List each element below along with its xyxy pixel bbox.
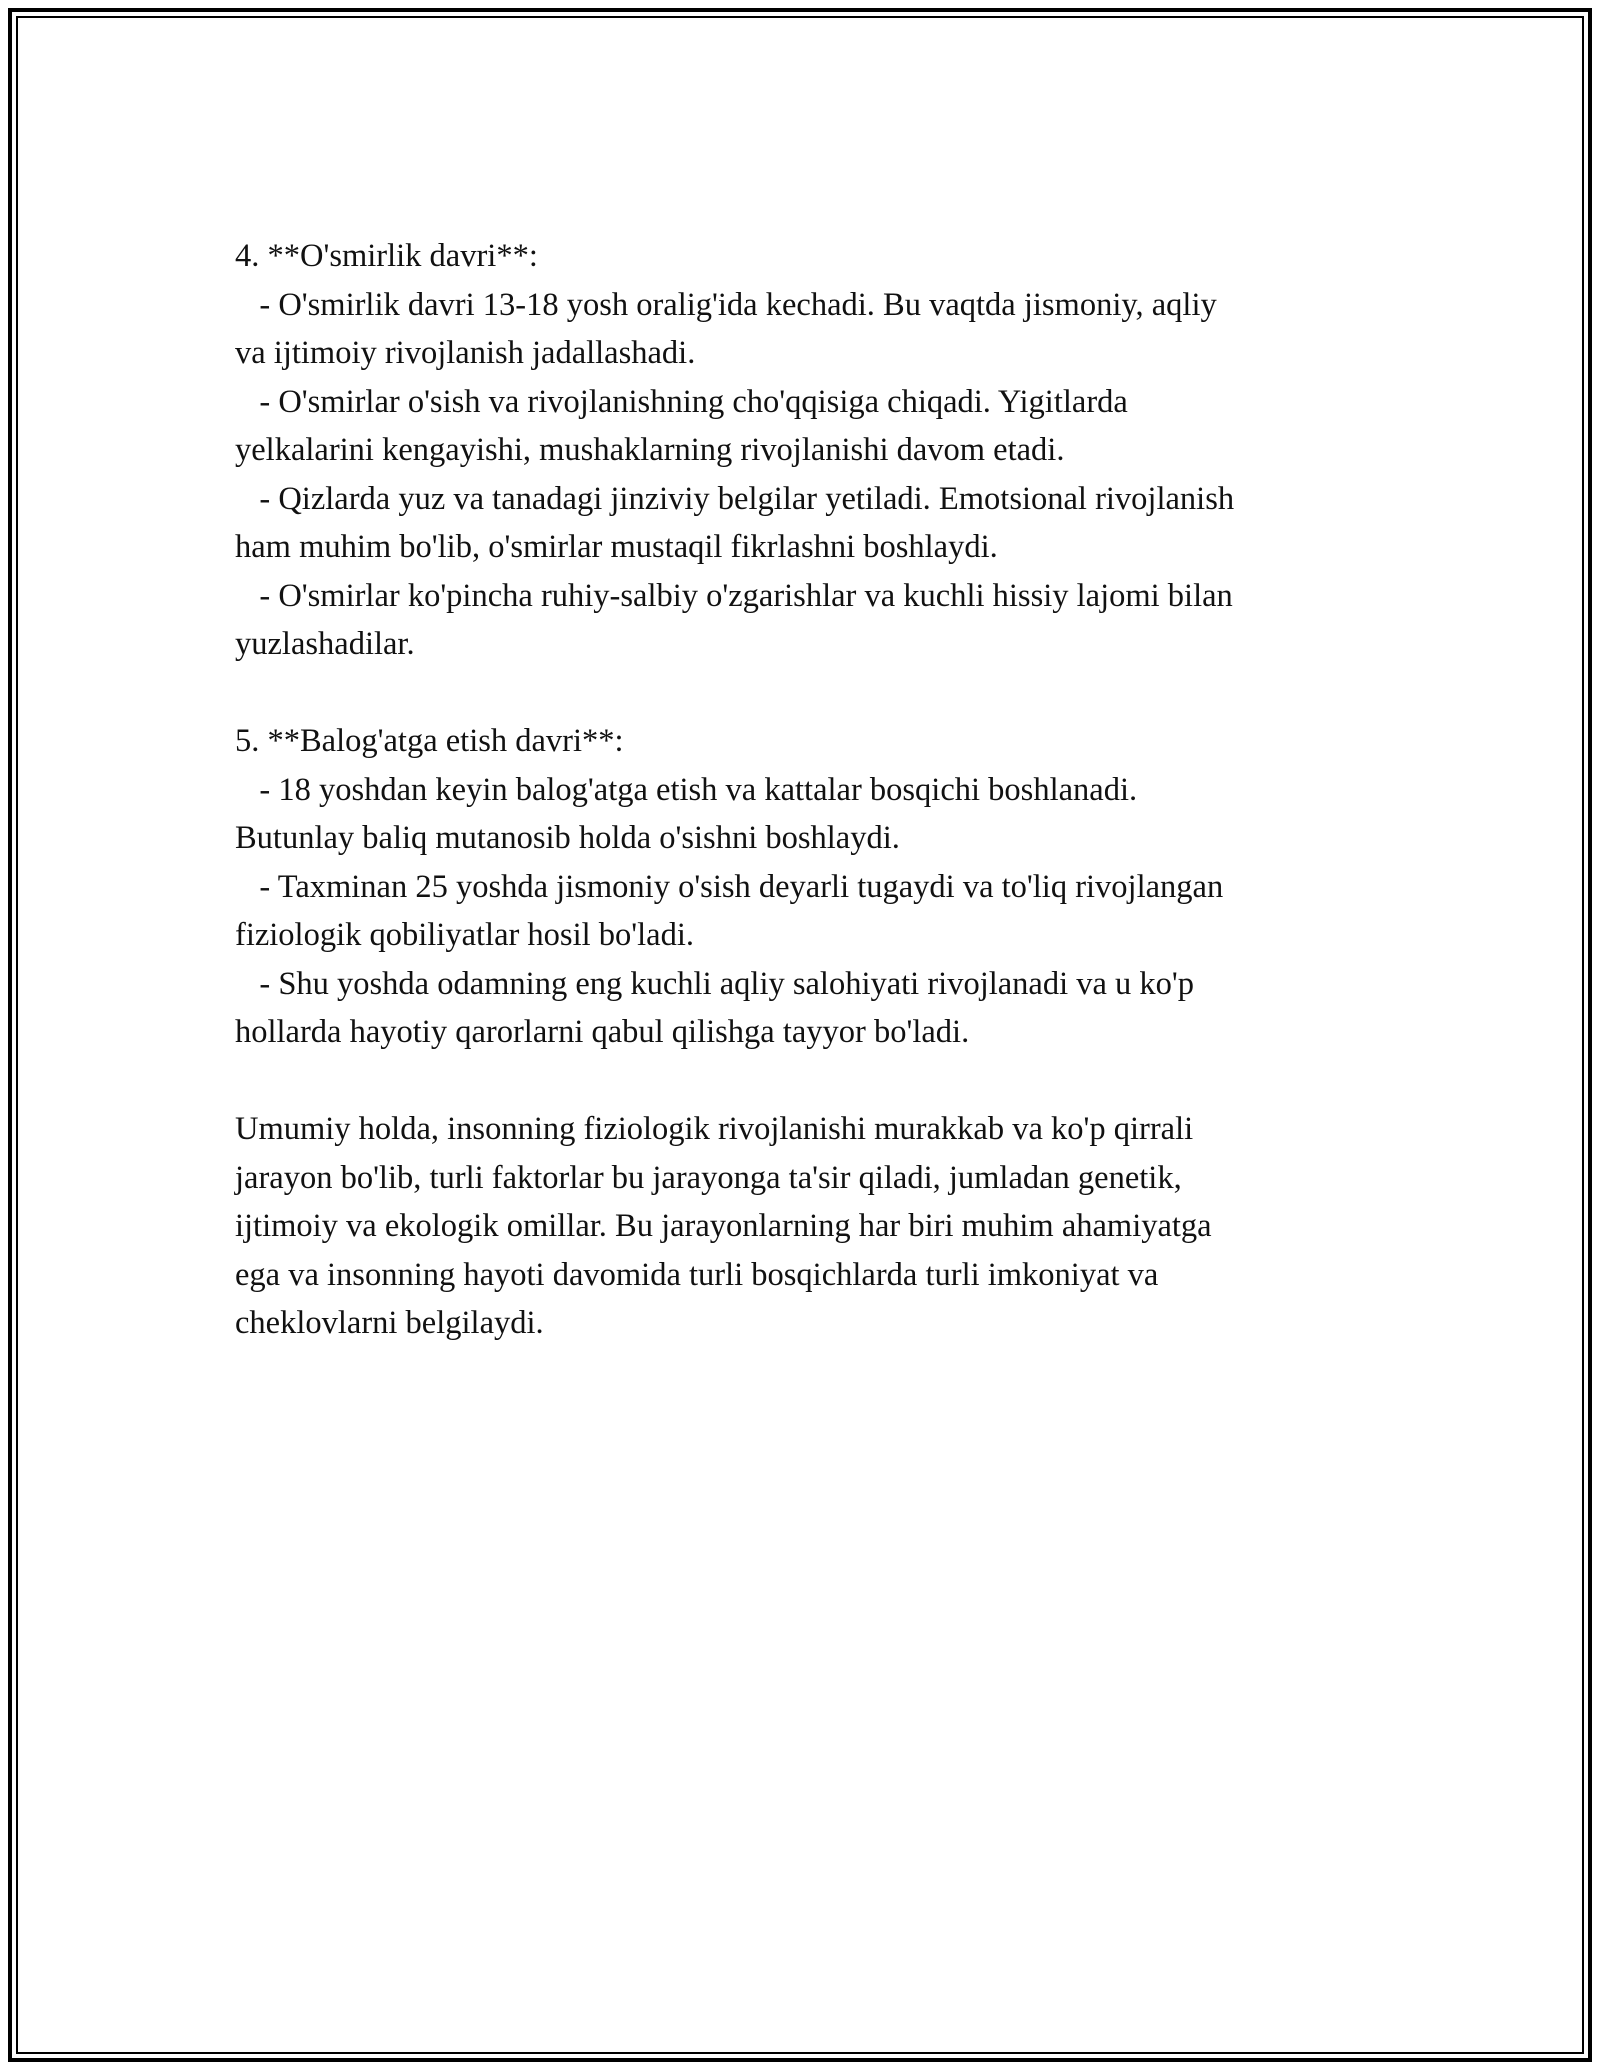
section-5-line: - 18 yoshdan keyin balog'atga etish va kattalar bosqichi boshlanadi. <box>235 771 1138 808</box>
section-4-line: - O'smirlar ko'pincha ruhiy-salbiy o'zgarishlar va kuchli hissiy lajomi bilan <box>235 577 1233 614</box>
section-4-line: - O'smirlik davri 13-18 yosh oralig'ida kechadi. Bu vaqtda jismoniy, aqliy <box>235 286 1217 323</box>
conclusion-line: Umumiy holda, insonning fiziologik rivojlanishi murakkab va ko'p qirrali <box>235 1111 1194 1147</box>
section-4-line: ham muhim bo'lib, o'smirlar mustaqil fikrlashni boshlaydi. <box>235 529 998 565</box>
document-body <box>235 232 1385 1348</box>
section-4-line: - Qizlarda yuz va tanadagi jinziviy belgilar yetiladi. Emotsional rivojlanish <box>235 480 1235 517</box>
section-5-line: hollarda hayotiy qarorlarni qabul qilishga tayyor bo'ladi. <box>235 1014 970 1050</box>
conclusion-line: ijtimoiy va ekologik omillar. Bu jarayonlarning har biri muhim ahamiyatga <box>235 1208 1212 1244</box>
section-5-line: - Shu yoshda odamning eng kuchli aqliy salohiyati rivojlanadi va u ko'p <box>235 965 1195 1002</box>
conclusion-line: ega va insonning hayoti davomida turli bosqichlarda turli imkoniyat va <box>235 1256 1159 1293</box>
paragraph-gap <box>235 669 1385 718</box>
section-5-line: Butunlay baliq mutanosib holda o'sishni boshlaydi. <box>235 820 900 856</box>
section-5-line: fiziologik qobiliyatlar hosil bo'ladi. <box>235 917 694 953</box>
section-4-line: - O'smirlar o'sish va rivojlanishning cho'qqisiga chiqadi. Yigitlarda <box>235 383 1128 420</box>
section-4-heading: 4. **O'smirlik davri**: <box>235 238 538 274</box>
section-5-line: - Taxminan 25 yoshda jismoniy o'sish deyarli tugaydi va to'liq rivojlangan <box>235 868 1224 905</box>
section-4-line: va ijtimoiy rivojlanish jadallashadi. <box>235 335 696 371</box>
section-4-line: yelkalarini kengayishi, mushaklarning rivojlanishi davom etadi. <box>235 432 1065 468</box>
section-5-heading: 5. **Balog'atga etish davri**: <box>235 723 624 759</box>
paragraph-gap <box>235 1057 1385 1106</box>
conclusion-line: jarayon bo'lib, turli faktorlar bu jarayonga ta'sir qiladi, jumladan genetik, <box>235 1159 1182 1196</box>
conclusion-line: cheklovlarni belgilaydi. <box>235 1305 544 1341</box>
section-4-line: yuzlashadilar. <box>235 626 415 662</box>
